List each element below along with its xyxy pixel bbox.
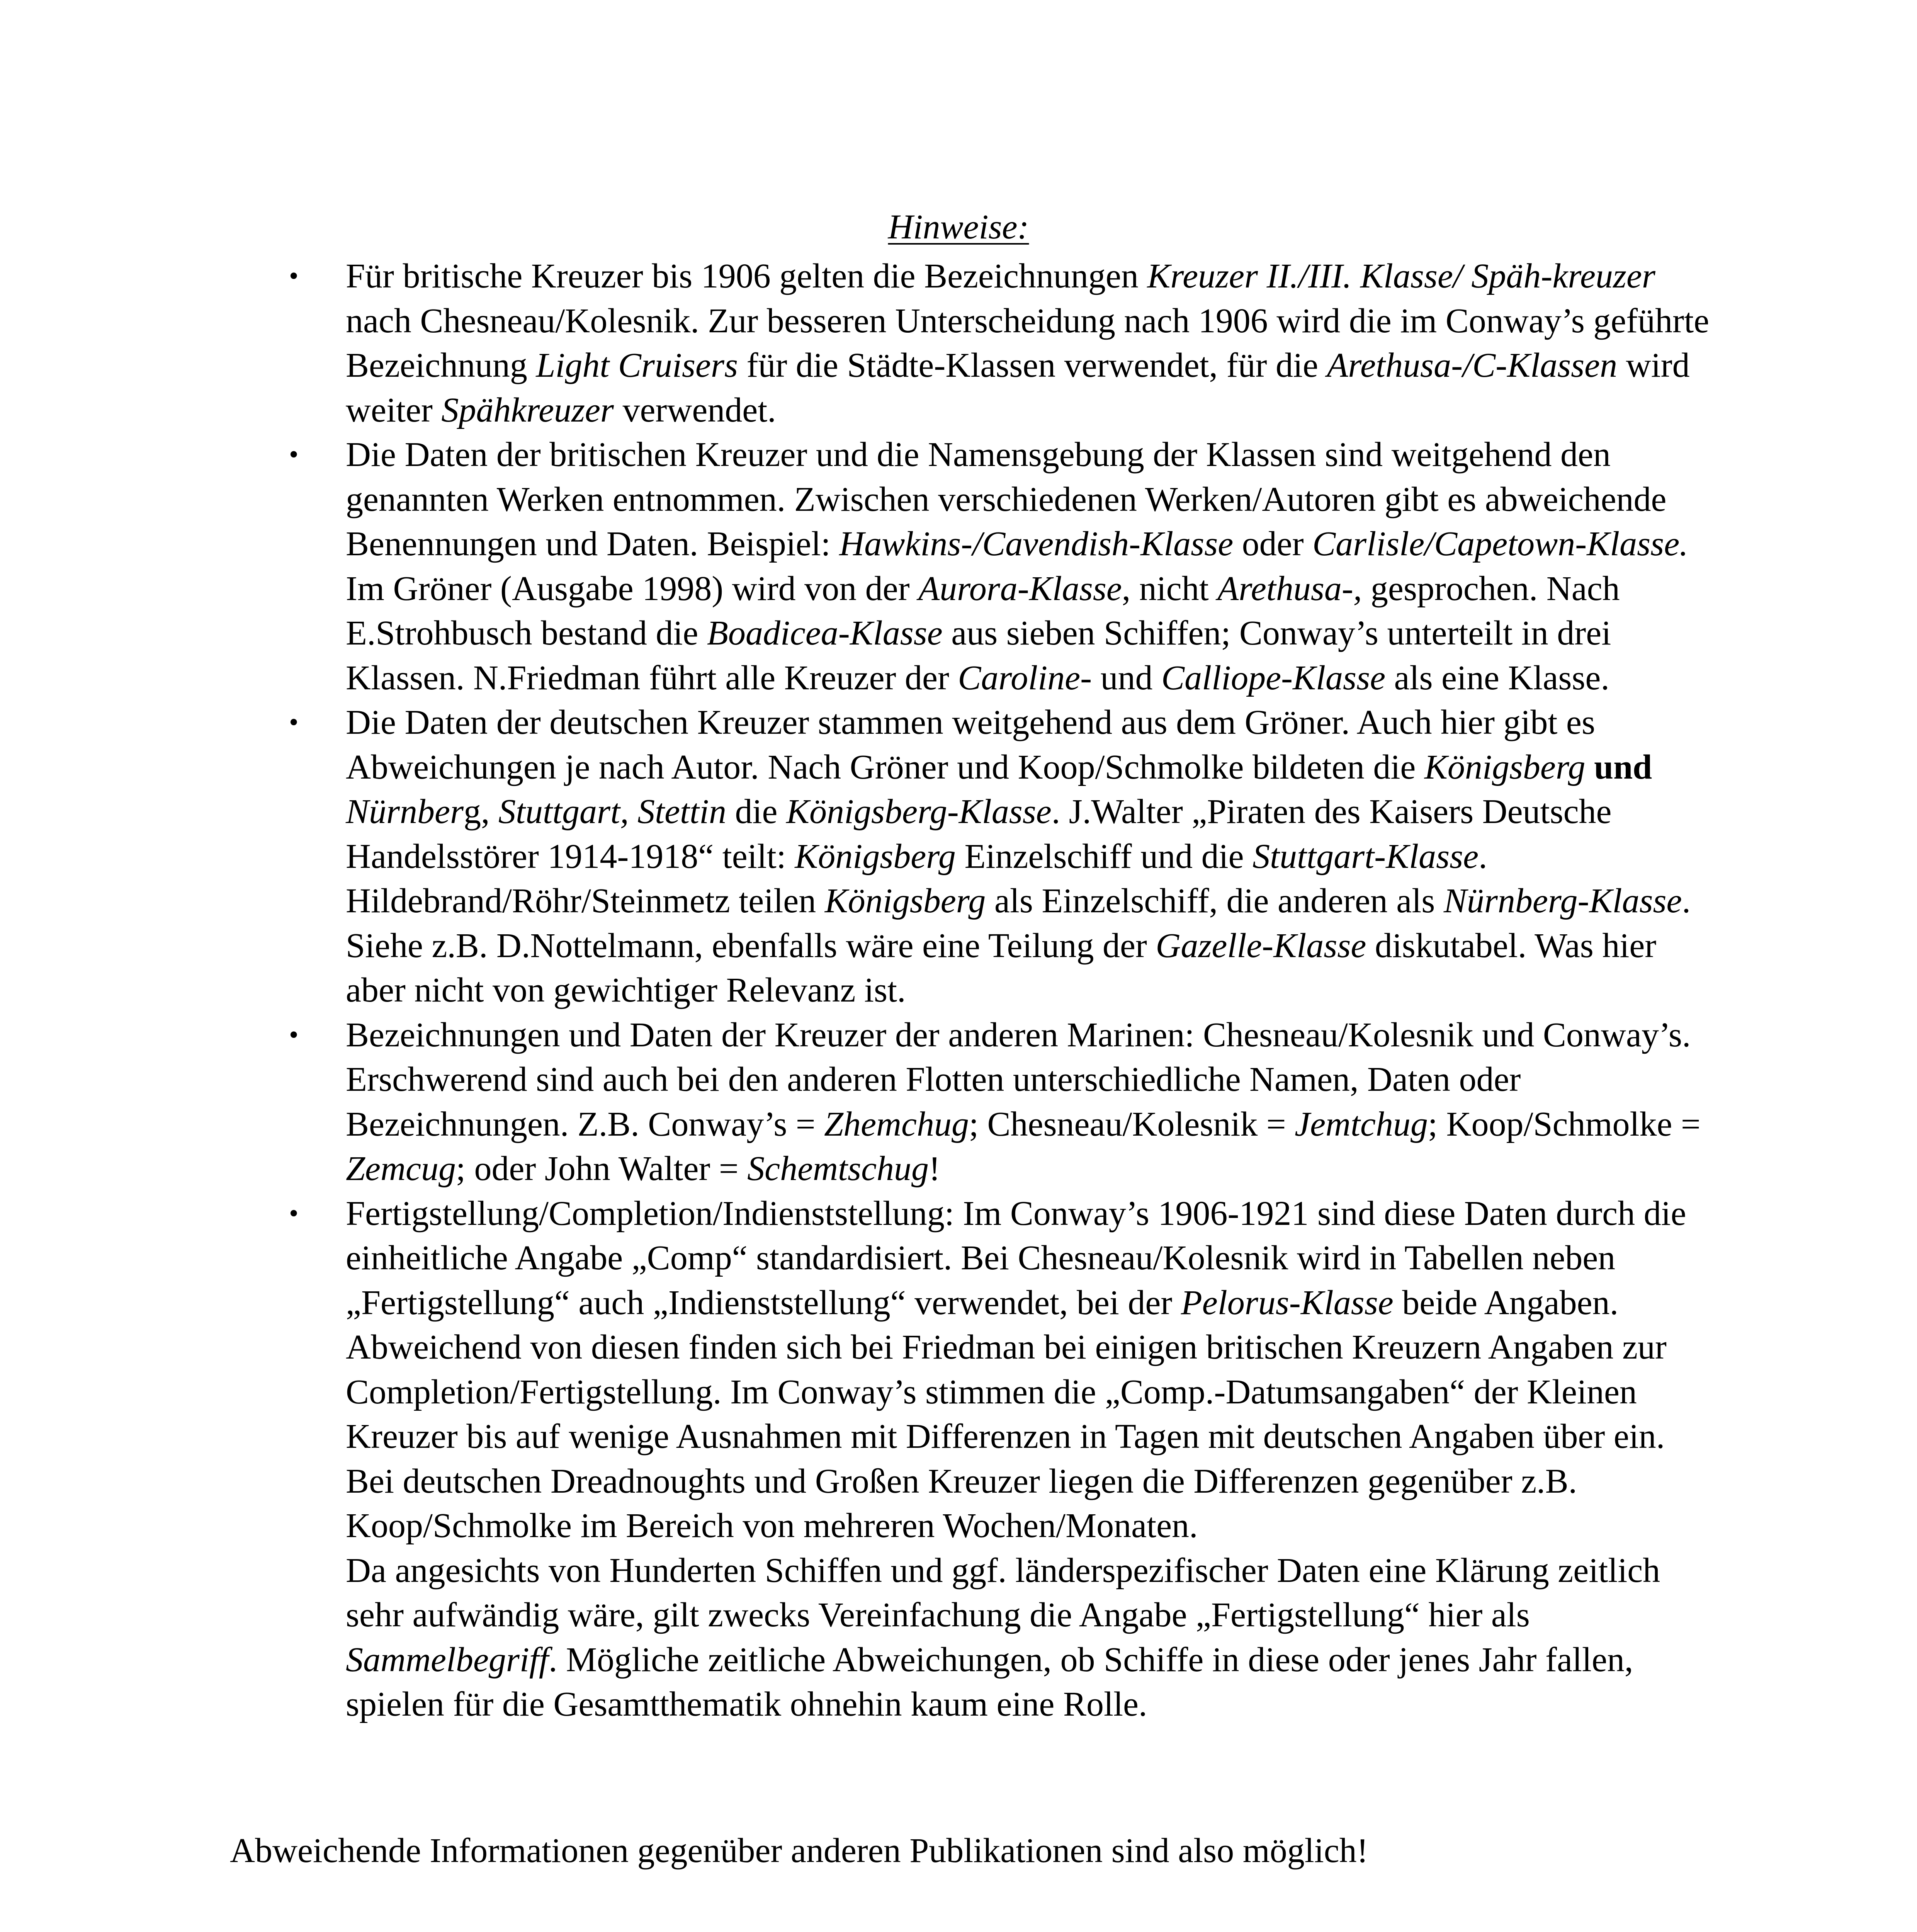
- text-run: gesprochen. Nach E.Strohbusch bestand die: [346, 569, 1620, 652]
- italic-text: Königsberg: [824, 882, 986, 920]
- text-run: Die Daten der britischen Kreuzer und die Namensgebung der Klassen sind weitgehend den genannten Werken entnommen. Zwischen verschiedenen Werken/Autoren gibt es abweichende Benennungen und Daten. Beispiel:: [346, 435, 1667, 563]
- note-continuation-text: [346, 1548, 1710, 1727]
- bullet-icon: •: [289, 1020, 299, 1050]
- text-run: und: [1092, 658, 1162, 697]
- note-item: [289, 432, 1710, 700]
- text-run: Bezeichnungen und Daten der Kreuzer der anderen Marinen: Chesneau/Kolesnik und Conway’s. Erschwerend sind auch bei den anderen Flotten unterschiedliche Namen, Daten oder Bezeichnungen. Z.B. Conway’s =: [346, 1015, 1691, 1143]
- text-run: verwendet.: [614, 391, 776, 429]
- bold-text: und: [1594, 748, 1652, 786]
- italic-text: Light Cruisers: [536, 346, 738, 384]
- note-item: [289, 1013, 1710, 1191]
- text-run: Für britische Kreuzer bis 1906 gelten die Bezeichnungen: [346, 257, 1147, 295]
- italic-text: Calliope-Klasse: [1161, 658, 1386, 697]
- italic-text: Zemcug: [346, 1150, 456, 1188]
- text-run: Da angesichts von Hunderten Schiffen und ggf. länderspezifischer Daten eine Klärung zeitlich sehr aufwändig wäre, gilt zwecks Vereinfachung die Angabe „Fertigstellung“ hier als: [346, 1551, 1660, 1634]
- text-run: ; Koop/Schmolke =: [1428, 1105, 1701, 1143]
- italic-text: Arethusa-/C-Klassen: [1327, 346, 1618, 384]
- text-run: [1586, 748, 1594, 786]
- italic-text: Königsberg: [1424, 748, 1586, 786]
- text-run: diskutabel. Was hier aber nicht von gewichtiger Relevanz ist.: [346, 926, 1657, 1009]
- text-run: Fertigstellung/Completion/Indienststellung: Im Conway’s 1906-1921 sind diese Daten durch die einheitliche Angabe „Comp“ standardisiert. Bei Chesneau/Kolesnik wird in Tabellen neben „Fertigstellung“ auch „Indienststellung“ verwendet, bei der: [346, 1194, 1686, 1322]
- text-run: Im Gröner (Ausgabe 1998) wird von der: [346, 569, 919, 608]
- italic-text: Hawkins-/Cavendish-Klasse: [839, 525, 1234, 563]
- text-run: wird weiter: [346, 346, 1690, 429]
- italic-text: Kreuzer II./III. Klasse/ Späh-kreuzer: [1147, 257, 1655, 295]
- italic-text: Carlisle/Capetown-Klasse.: [1312, 525, 1688, 563]
- italic-text: Königsberg-Klasse: [786, 793, 1052, 831]
- text-run: Einzelschiff und die: [955, 837, 1253, 876]
- italic-text: Schemtschug: [747, 1150, 929, 1188]
- italic-text: Jemtchug: [1295, 1105, 1428, 1143]
- italic-text: Nürnber: [346, 793, 464, 831]
- note-text: [346, 700, 1710, 1013]
- text-run: g,: [464, 793, 499, 831]
- bullet-icon: •: [289, 440, 299, 469]
- italic-text: Stuttgart-Klasse: [1253, 837, 1479, 876]
- text-run: beide Angaben. Abweichend von diesen finden sich bei Friedman bei einigen britischen Kreuzern Angaben zur Completion/Fertigstellung. Im Conway’s stimmen die „Comp.-Datumsangaben“ der Kleinen Kreuzer bis auf wenige Ausnahmen mit Differenzen in Tagen mit deutschen Angaben über ein. Bei deutschen Dreadnoughts und Großen Kreuzer liegen die Differenzen gegenüber z.B. Koop/Schmolke im Bereich von mehreren Wochen/Monaten.: [346, 1283, 1667, 1545]
- note-item: [289, 1191, 1710, 1727]
- text-run: ; Chesneau/Kolesnik =: [969, 1105, 1295, 1143]
- text-run: . Mögliche zeitliche Abweichungen, ob Schiffe in diese oder jenes Jahr fallen, spielen für die Gesamtthematik ohnehin kaum eine Rolle.: [346, 1640, 1633, 1723]
- note-text: [346, 1191, 1710, 1548]
- text-run: Die Daten der deutschen Kreuzer stammen weitgehend aus dem Gröner. Auch hier gibt es Abweichungen je nach Autor. Nach Gröner und Koop/Schmolke bildeten die: [346, 703, 1595, 786]
- bullet-icon: •: [289, 261, 299, 291]
- text-run: aus sieben Schiffen; Conway’s unterteilt in drei Klassen. N.Friedman führt alle Kreuzer der: [346, 614, 1611, 697]
- note-text: [346, 432, 1710, 700]
- bullet-icon: •: [289, 707, 299, 737]
- italic-text: Boadicea-Klasse: [707, 614, 943, 652]
- text-run: ; oder John Walter =: [455, 1150, 748, 1188]
- italic-text: Nürnberg-Klasse: [1443, 882, 1682, 920]
- italic-text: Arethusa-,: [1217, 569, 1362, 608]
- text-run: oder: [1233, 525, 1313, 563]
- note-text: [346, 1013, 1710, 1191]
- italic-text: Königsberg: [795, 837, 956, 876]
- text-run: . J.Walter „Piraten des Kaisers Deutsche Handelsstörer 1914-1918“ teilt:: [346, 793, 1612, 876]
- closing-statement: Abweichende Informationen gegenüber anderen Publikationen sind also möglich!: [230, 1832, 1368, 1870]
- text-run: für die Städte-Klassen verwendet, für die: [738, 346, 1327, 384]
- text-run: als eine Klasse.: [1385, 658, 1609, 697]
- italic-text: Caroline-: [958, 658, 1092, 697]
- text-run: die: [726, 793, 786, 831]
- text-run: . Hildebrand/Röhr/Steinmetz teilen: [346, 837, 1487, 920]
- note-text: [346, 254, 1710, 432]
- italic-text: Aurora-Klasse: [918, 569, 1122, 608]
- text-run: . Siehe z.B. D.Nottelmann, ebenfalls wäre eine Teilung der: [346, 882, 1691, 965]
- notes-list: [289, 254, 1710, 1727]
- text-run: als Einzelschiff, die anderen als: [986, 882, 1444, 920]
- note-item: [289, 700, 1710, 1013]
- italic-text: Pelorus-Klasse: [1181, 1283, 1394, 1322]
- text-run: , nicht: [1122, 569, 1218, 608]
- italic-text: Gazelle-Klasse: [1156, 926, 1366, 965]
- note-item: [289, 254, 1710, 432]
- text-run: nach Chesneau/Kolesnik. Zur besseren Unterscheidung nach 1906 wird die im Conway’s geführte Bezeichnung: [346, 301, 1710, 384]
- italic-text: Stuttgart, Stettin: [498, 793, 727, 831]
- italic-text: Zhemchug: [824, 1105, 969, 1143]
- text-run: !: [929, 1150, 941, 1188]
- italic-text: Spähkreuzer: [441, 391, 614, 429]
- italic-text: Sammelbegriff: [346, 1640, 549, 1679]
- page-heading: Hinweise:: [888, 208, 1029, 246]
- bullet-icon: •: [289, 1198, 299, 1228]
